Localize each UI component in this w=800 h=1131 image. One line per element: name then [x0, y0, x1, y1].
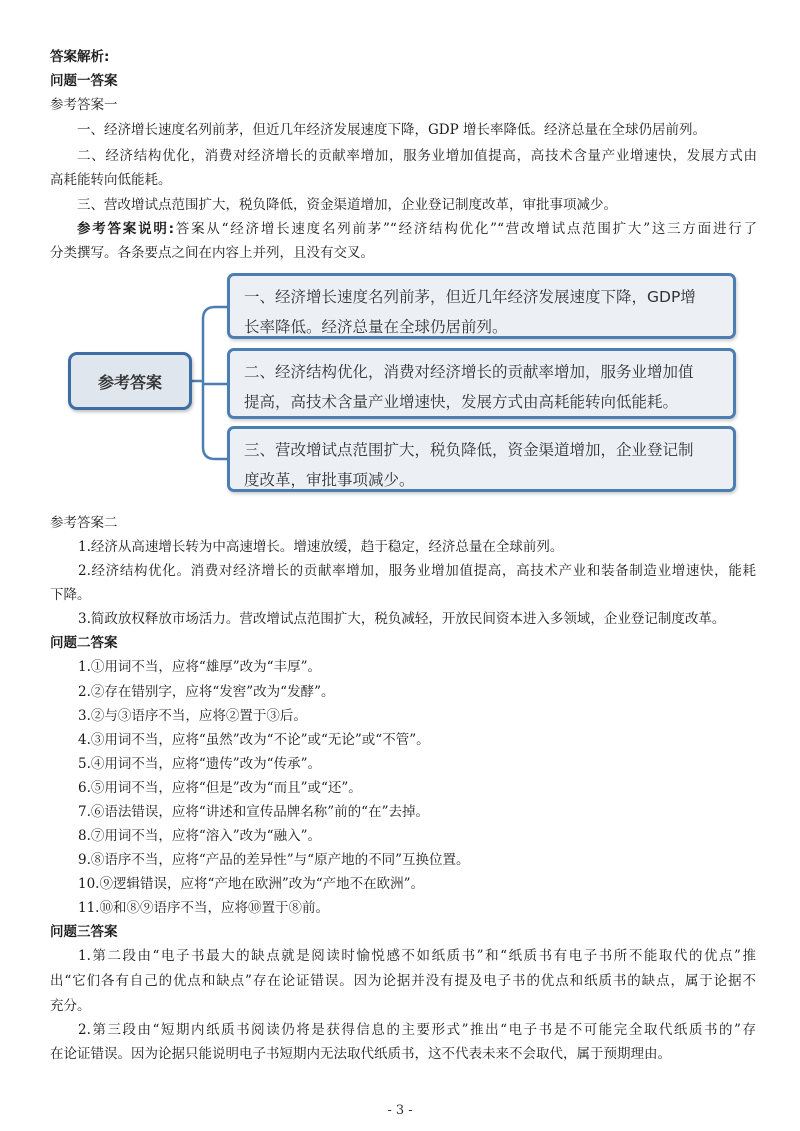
q1-note-cont: 分类撰写。各条要点之间在内容上并列，且没有交叉。	[50, 245, 374, 261]
mindmap-node-text: 度改革，审批事项减少。	[244, 471, 415, 489]
q1-ans2-item: 下降。	[50, 587, 91, 603]
q1-ans1-item: 高耗能转向低能耗。	[50, 172, 172, 188]
mindmap-node-3	[227, 426, 736, 492]
q1-ans1-label: 参考答案一	[50, 97, 118, 113]
mindmap-node-2	[227, 348, 736, 419]
mindmap-node-text: 二、经济结构优化，消费对经济增长的贡献率增加，服务业增加值	[244, 363, 694, 381]
q1-note-text: 答案从“经济增长速度名列前茅”“经济结构优化”“营改增试点范围扩大”这三方面进行了	[174, 221, 757, 237]
q2-item: 7.⑥语法错误，应将“讲述和宣传品牌名称”前的“在”去掉。	[78, 804, 429, 820]
q2-item: 1.①用词不当，应将“雄厚”改为“丰厚”。	[78, 659, 321, 675]
q3-line: 在论证错误。因为论据只能说明电子书短期内无法取代纸质书，这不代表未来不会取代，属于预期理由。	[50, 1046, 671, 1062]
mindmap-node-text: 提高，高技术含量产业增速快，发展方式由高耗能转向低能耗。	[244, 393, 679, 411]
q2-item: 6.⑤用词不当，应将“但是”改为“而且”或“还”。	[78, 780, 362, 796]
q2-item: 5.④用词不当，应将“遗传”改为“传承”。	[78, 756, 321, 772]
mindmap-node-1	[227, 273, 736, 339]
q3-line: 1.第二段由“电子书最大的缺点就是阅读时愉悦感不如纸质书”和“纸质书有电子书所不能取代的优点”推	[78, 948, 756, 964]
q3-line: 充分。	[50, 998, 91, 1014]
q1-ans2-label: 参考答案二	[50, 515, 118, 531]
mindmap-node-text: 一、经济增长速度名列前茅，但近几年经济发展速度下降，GDP增	[244, 288, 696, 306]
q1-ans2-item: 1.经济从高速增长转为中高速增长。增速放缓，趋于稳定，经济总量在全球前列。	[78, 539, 564, 555]
q1-note-label: 参考答案说明:	[77, 221, 175, 237]
q1-ans1-item: 三、营改增试点范围扩大，税负降低，资金渠道增加，企业登记制度改革，审批事项减少。	[77, 197, 617, 213]
q2-item: 4.③用词不当，应将“虽然”改为“不论”或“无论”或“不管”。	[78, 732, 430, 748]
q1-title: 问题一答案	[50, 73, 118, 89]
mindmap-root: 参考答案	[68, 352, 192, 410]
mindmap-node-text: 三、营改增试点范围扩大，税负降低，资金渠道增加，企业登记制	[244, 441, 694, 459]
q1-ans1-item: 二、经济结构优化，消费对经济增长的贡献率增加，服务业增加值提高，高技术含量产业增速快，发展方式由	[77, 148, 757, 164]
mindmap-node-text: 长率降低。经济总量在全球仍居前列。	[244, 318, 508, 336]
q3-title: 问题三答案	[50, 924, 118, 940]
heading: 答案解析:	[50, 49, 110, 65]
q3-line: 2.第三段由“短期内纸质书阅读仍将是获得信息的主要形式”推出“电子书是不可能完全取代纸质书的”存	[78, 1022, 756, 1038]
q2-item: 2.②存在错别字，应将“发窖”改为“发酵”。	[78, 684, 335, 700]
q1-ans2-item: 2.经济结构优化。消费对经济增长的贡献率增加，服务业增加值提高，高技术产业和装备制造业增速快，能耗	[78, 563, 756, 579]
q2-item: 10.⑨逻辑错误，应将“产地在欧洲”改为“产地不在欧洲”。	[78, 876, 425, 892]
q1-ans2-item: 3.简政放权释放市场活力。营改增试点范围扩大，税负减轻，开放民间资本进入多领域，企业登记制度改革。	[78, 611, 726, 627]
q2-item: 8.⑦用词不当，应将“溶入”改为“融入”。	[78, 828, 321, 844]
q1-ans1-item: 一、经济增长速度名列前茅，但近几年经济发展速度下降，GDP 增长率降低。经济总量在全球仍居前列。	[77, 122, 706, 138]
q2-item: 11.⑩和⑧⑨语序不当，应将⑩置于⑧前。	[78, 900, 329, 916]
q3-line: 出“它们各有自己的优点和缺点”存在论证错误。因为论据并没有提及电子书的优点和纸质书的缺点，属于论据不	[50, 973, 756, 989]
q2-item: 9.⑧语序不当，应将“产品的差异性”与“原产地的不同”互换位置。	[78, 852, 470, 868]
q2-item: 3.②与③语序不当，应将②置于③后。	[78, 708, 307, 724]
q2-title: 问题二答案	[50, 635, 118, 651]
page-number: - 3 -	[387, 1103, 413, 1118]
